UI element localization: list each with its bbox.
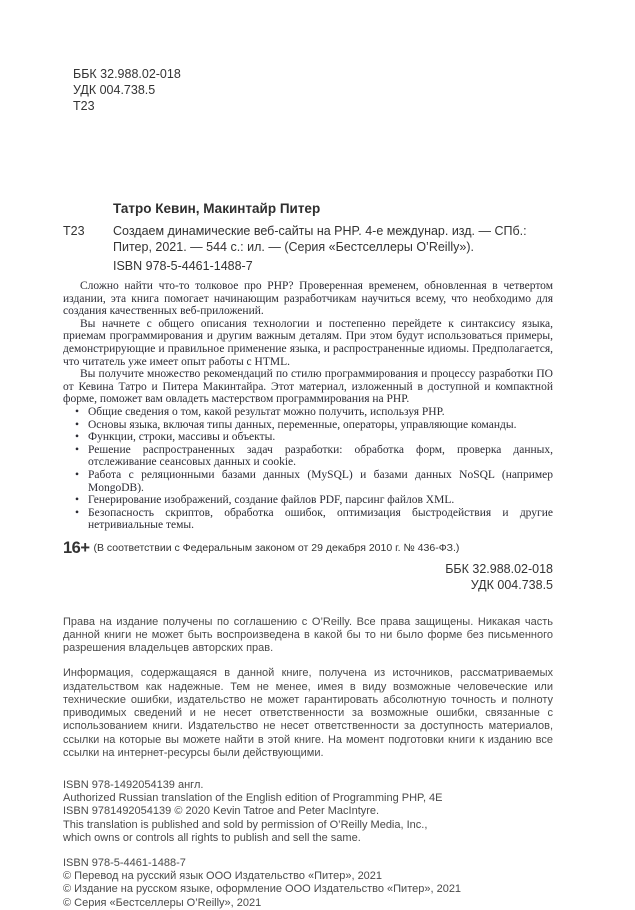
list-item: • Основы языка, включая типы данных, переменные, операторы, управляющие команды. [63,419,553,432]
list-item: • Решение распространенных задач разработки: обработка форм, проверка данных, отслеживание сеансовых данных и cookie. [63,444,553,469]
age-rating-line [63,539,553,558]
list-item: • Общие сведения о том, какой результат можно получить, используя PHP. [63,406,553,419]
disclaimer-paragraph: Информация, содержащаяся в данной книге, получена из источников, рассматриваемых издательством как надежные. Тем не менее, имея в виду возможные человеческие или технические ошибки, издательство не может гарантировать абсолютную точность и полноту приводимых сведений и не несет ответственности за возможные ошибки, связанные с использованием книги. Издательство не несет ответственности за доступность материалов, ссылки на которые вы можете найти в этой книге. На момент подготовки книги к изданию все ссылки на интернет-ресурсы были действующими. [63,667,553,759]
copyright-translation-line: © Перевод на русский язык ООО Издательство «Питер», 2021 [63,870,383,883]
copyright-series-line: © Серия «Бестселлеры O’Reilly», 2021 [63,896,262,909]
list-item: • Генерирование изображений, создание файлов PDF, парсинг файлов XML. [63,494,553,507]
authors-heading: Татро Кевин, Макинтайр Питер [113,201,321,216]
isbn-russian-line: ISBN 978-5-4461-1488-7 [63,856,186,869]
english-edition-block [63,779,553,845]
bbk-code-right: ББК 32.988.02-018 [445,561,553,576]
udk-code-top: УДК 004.738.5 [73,83,156,97]
biblio-isbn: ISBN 978-5-4461-1488-7 [113,259,253,273]
biblio-text [113,223,553,274]
udk-code-right: УДК 004.738.5 [470,578,553,593]
bibliographic-entry [63,223,553,274]
age-rating-note: (В соответствии с Федеральным законом от 29 декабря 2010 г. № 436-ФЗ.) [93,542,460,555]
annotation-bullet-list [63,406,553,532]
permission-line-1: This translation is published and sold by permission of O’Reilly Media, Inc., [63,818,428,831]
annotation-paragraph: Сложно найти что-то толковое про PHP? Проверенная временем, обновленная в четвертом издании, эта книга помогает начинающим разработчикам научиться всему, что необходимо для создания качественных веб-приложений. [63,280,553,318]
legal-section [63,616,553,910]
list-item: • Функции, строки, массивы и объекты. [63,431,553,444]
author-sign-top: Т23 [73,99,95,113]
isbn-english-line: ISBN 978-1492054139 англ. [63,778,204,791]
list-item: • Работа с реляционными базами данных (MySQL) и базами данных NoSQL (например MongoDB). [63,469,553,494]
age-rating-badge: 16+ [63,538,90,557]
bbk-code-top: ББК 32.988.02-018 [73,67,181,81]
copyright-edition-line: © Издание на русском языке, оформление ООО Издательство «Питер», 2021 [63,883,462,896]
annotation-paragraph: Вы начнете с общего описания технологии и постепенно перейдете к синтаксису языка, приемам программирования и другим важным деталям. При этом будут использоваться примеры, демонстрирующие и правильное применение языка, и распространенные идиомы. Предполагается, что читатель уже имеет опыт работы с HTML. [63,317,553,368]
biblio-description: Создаем динамические веб-сайты на PHP. 4-е междунар. изд. — СПб.: Питер, 2021. — 544 с.: ил. — (Серия «Бестселлеры O’Reilly»). [113,224,527,254]
biblio-author-sign: Т23 [63,224,85,238]
rights-paragraph: Права на издание получены по соглашению с O’Reilly. Все права защищены. Никакая часть данной книги не может быть воспроизведена в какой бы то ни было форме без письменного разрешения владельцев авторских прав. [63,615,553,655]
russian-edition-block [63,857,553,910]
catalog-codes-right [63,561,553,594]
isbn-copyright-line: ISBN 9781492054139 © 2020 Kevin Tatroe and Peter MacIntyre. [63,805,380,818]
translation-note-line: Authorized Russian translation of the English edition of Programming PHP, 4E [63,792,443,805]
annotation-block [63,280,553,532]
annotation-paragraph: Вы получите множество рекомендаций по стилю программирования и процессу разработки ПО от Кевина Татро и Питера Макинтайра. Этот материал, изложенный в доступной и компактной форме, поможет вам овладеть мастерством программирования на PHP. [63,368,553,406]
permission-line-2: which owns or controls all rights to publish and sell the same. [63,831,361,844]
list-item: • Безопасность скриптов, обработка ошибок, оптимизация быстродействия и другие нетривиальные темы. [63,507,553,532]
catalog-codes-top [73,0,553,114]
